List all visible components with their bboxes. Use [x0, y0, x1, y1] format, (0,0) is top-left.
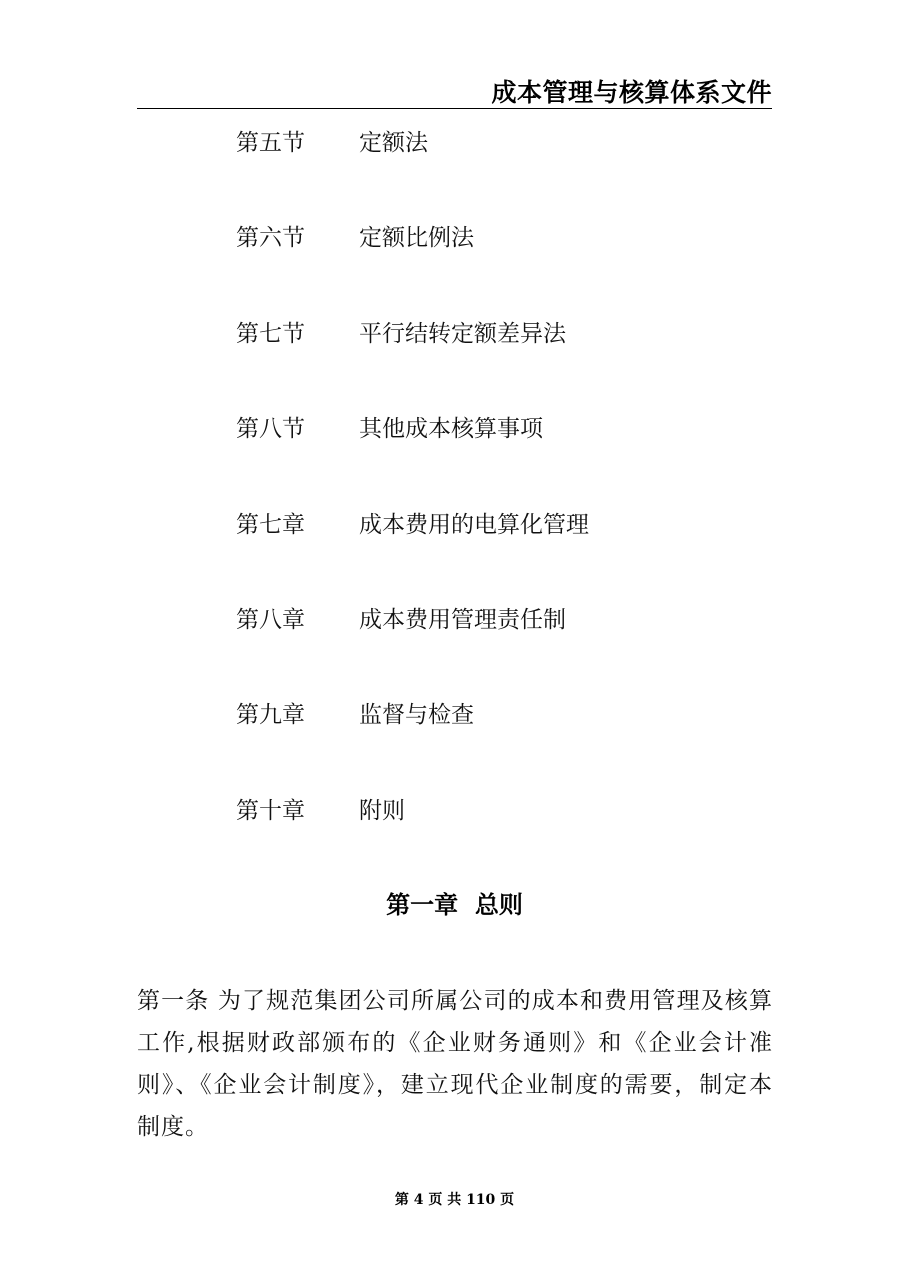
toc-item-label: 第六节: [236, 225, 305, 252]
article-paragraph: 第一条 为了规范集团公司所属公司的成本和费用管理及核算工作,根据财政部颁布的《企业财务通则》和《企业会计准则》、《企业会计制度》，建立现代企业制度的需要，制定本制度。: [137, 988, 773, 1140]
toc-item-label: 第五节: [236, 130, 305, 156]
page-header: [137, 78, 772, 109]
toc-item: [236, 120, 776, 215]
toc-item: [236, 311, 776, 406]
toc-item: [236, 788, 776, 883]
toc-item-title: 监督与检查: [359, 702, 474, 729]
toc-item-label: 第八节: [236, 416, 305, 443]
toc-item-title: 成本费用管理责任制: [359, 606, 566, 633]
toc-item-title: 定额法: [359, 130, 428, 156]
toc-item: [236, 406, 776, 501]
toc-item-label: 第七节: [236, 320, 305, 347]
toc-item-label: 第九章: [236, 702, 305, 729]
toc-item-label: 第七章: [236, 511, 305, 538]
toc-item-title: 平行结转定额差异法: [359, 320, 566, 347]
toc-item-title: 定额比例法: [359, 225, 474, 252]
table-of-contents: [236, 120, 776, 883]
toc-item: [236, 692, 776, 787]
toc-item-title: 成本费用的电算化管理: [359, 511, 589, 538]
toc-item-label: 第八章: [236, 606, 305, 633]
toc-item-title: 附则: [359, 797, 405, 824]
toc-item: [236, 215, 776, 310]
toc-item: [236, 597, 776, 692]
toc-item: [236, 502, 776, 597]
toc-item-title: 其他成本核算事项: [359, 416, 543, 443]
page-number-footer: 第 4 页 共 110 页: [394, 1192, 515, 1208]
toc-item-label: 第十章: [236, 797, 305, 824]
chapter-heading: 第一章 总则: [386, 890, 523, 919]
document-title: 成本管理与核算体系文件: [491, 78, 772, 107]
